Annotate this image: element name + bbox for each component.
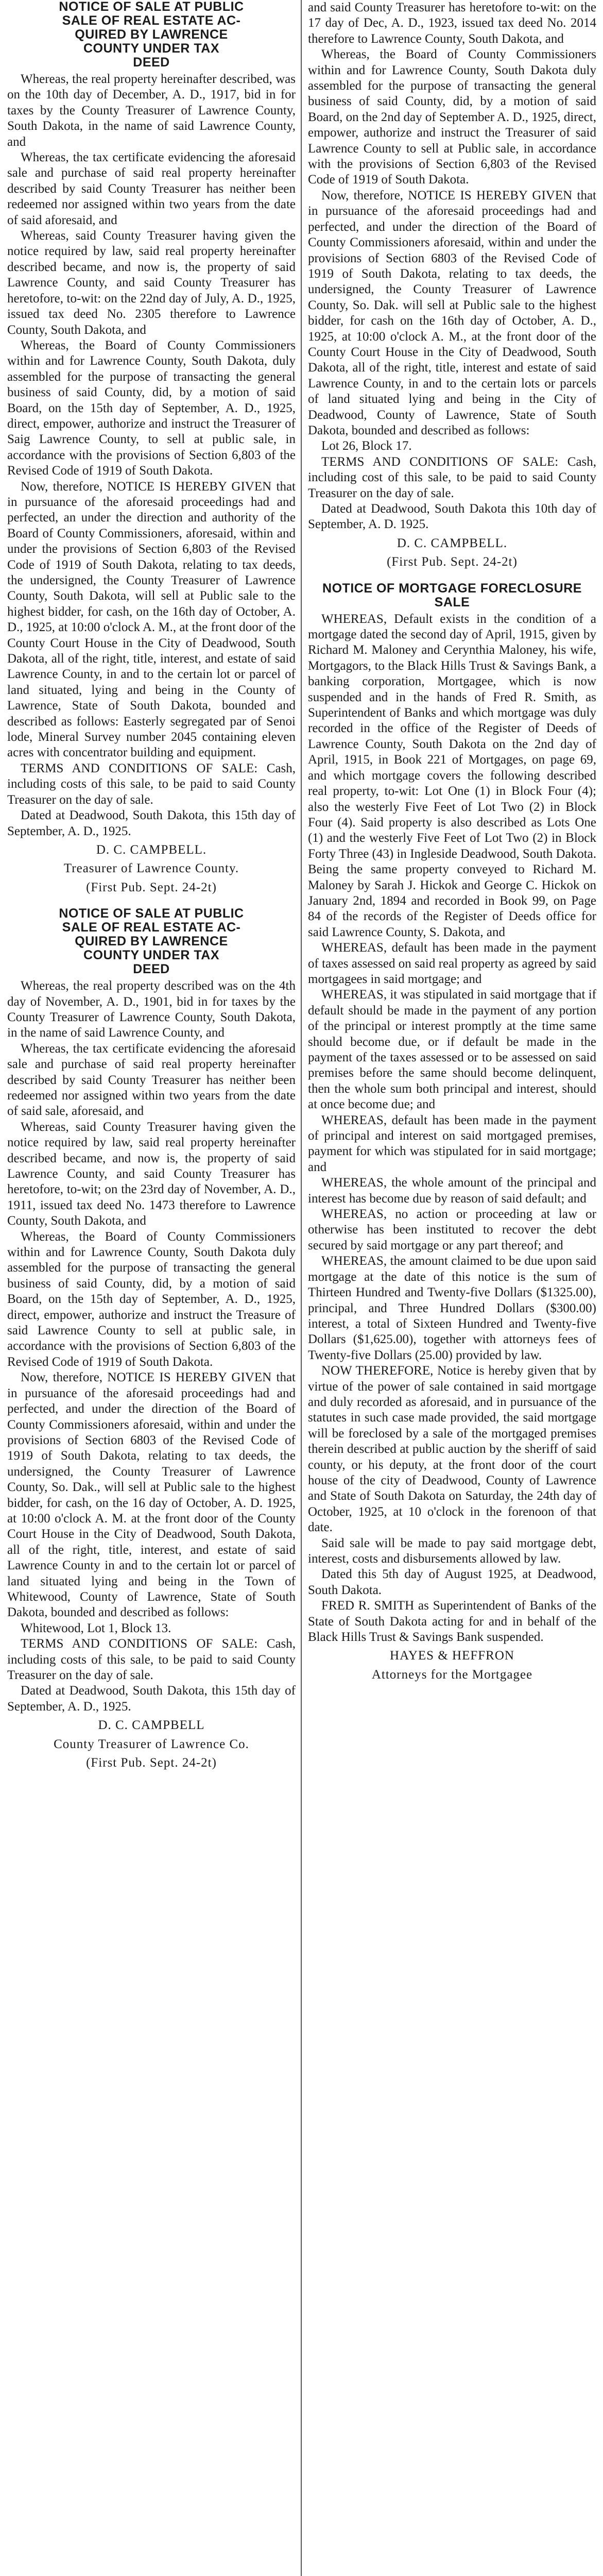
notice-paragraph: Whereas, said County Treasurer having given the notice required by law, said real property hereinafter described became, and now is, the property of said Lawrence County, and said County Treasurer has heretofore, to-wit: on the 22nd day of July, A. D., 1925, issued tax deed No. 2305 therefore to Lawrence County, South Dakota, and [7, 229, 296, 337]
notice-paragraph: Whereas, the tax certificate evidencing the aforesaid sale and purchase of said real property hereinafter described by said County Treasurer has neither been redeemed nor assigned within two years from the date of said aforesaid, and [7, 150, 296, 227]
tax-deed-notice-1 [7, 0, 296, 895]
signature-title: County Treasurer of Lawrence Co. [54, 1737, 249, 1751]
notice-paragraph: WHEREAS, default has been made in the payment of taxes assessed on said real property as agreed by said mortgagees in said mortgage; and [308, 941, 596, 986]
notice-paragraph: Whereas, the real property described was on the 4th day of November, A. D., 1901, bid in for taxes by the County Treasurer of Lawrence County, South Dakota, in the name of said Lawrence County, and [7, 979, 296, 1040]
attorneys-name: HAYES & HEFFRON [390, 1649, 514, 1663]
notice-paragraph: NOW THEREFORE, Notice is hereby given that by virtue of the power of sale contained in said mortgage and duly recorded as aforesaid, and in pursuance of the statutes in such case made provided, the said mortgage will be foreclosed by a sale of the mortgaged premises therein described at public auction by the sheriff of said county, or his deputy, at the front door of the court house of the city of Deadwood, County of Lawrence and State of South Dakota on Saturday, the 24th day of October, 1925, at 10 o'clock in the forenoon of that date. [308, 1364, 596, 1535]
notice-paragraph: Whereas, the Board of County Commissioners within and for Lawrence County, South Dakota duly assembled for the purpose of transacting the general business of said County, did, by a motion of said Board, on the 2nd day of September A. D., 1925, direct, empower, authorize and instruct the Treasurer of said Lawrence County to sell at Public sale, in accordance with the provisions of Section 6,803 of the Revised Code of 1919 of South Dakota. [308, 47, 596, 187]
publication-note: (First Pub. Sept. 24-2t) [387, 555, 518, 569]
notice-paragraph: WHEREAS, the whole amount of the principal and interest has become due by reason of said default; and [308, 1176, 596, 1206]
terms-section [7, 761, 296, 808]
notice-paragraph: Whereas, the Board of County Commissioners within and for Lawrence County, South Dakota duly assembled for the purpose of transacting the general business of said County, did, by a motion of said Board, on the 15th day of September, A. D., 1925, direct, empower, authorize and instruct the Treasure of said Lawrence County to sell at public sale, in accordance with the provisions of Section 6,803 of the Revised Code of 1919 of South Dakota. [7, 1229, 296, 1369]
publication-note: (First Pub. Sept. 24-2t) [86, 1756, 217, 1770]
terms-heading: TERMS AND CONDITIONS OF SALE: [321, 454, 559, 469]
continued-text: and said County Treasurer has heretofore to-wit: on the 17 day of Dec, A. D., 1923, issued tax deed No. 2014 therefore to Lawrence County, South Dakota, and [308, 1, 596, 46]
notice-paragraph: Whereas, the tax certificate evidencing the aforesaid sale and purchase of said real property hereinafter described by said County Treasurer has neither been redeemed nor assigned within two years from the date of said sale, aforesaid, and [7, 1041, 296, 1118]
notice-paragraph: Whereas, the real property hereinafter described, was on the 10th day of December, A. D., 1917, bid in for taxes by the County Treasurer of Lawrence County, South Dakota, in the name of said Lawrence County, and [7, 72, 296, 149]
notice-paragraph: Said sale will be made to pay said mortgage debt, interest, costs and disbursements allowed by law. [308, 1536, 596, 1566]
notice-title: NOTICE OF SALE AT PUBLIC SALE OF REAL ESTATE AC- QUIRED BY LAWRENCE COUNTY UNDER TAX DEED [59, 0, 244, 70]
notice-paragraph: WHEREAS, it was stipulated in said mortgage that if default should be made in the payment of any portion of the principal or interest promptly at the time same should become due, or if default be made in the payment of the taxes assessed or to be assessed on said premises before the same should become delinquent, then the whole sum both principal and interest, should at once become due; and [308, 988, 596, 1112]
terms-heading: TERMS AND CONDITIONS OF SALE: [21, 1637, 258, 1651]
property-description: Whitewood, Lot 1, Block 13. [21, 1621, 171, 1635]
notice-paragraph: WHEREAS, the amount claimed to be due upon said mortgage at the date of this notice is the sum of Thirteen Hundred and Twenty-five Dollars ($1325.00), principal, and Three Hundred Dollars ($300.00) interest, a total of Sixteen Hundred and Twenty-five Dollars ($1,625.00), together with attorneys fees of Twenty-five Dollars (25.00) provided by law. [308, 1254, 596, 1362]
dated-line: Dated this 5th day of August 1925, at Deadwood, South Dakota. [308, 1567, 596, 1597]
tax-deed-notice-2 [7, 907, 296, 1771]
dated-line: Dated at Deadwood, South Dakota, this 15th day of September, A. D., 1925. [7, 1684, 296, 1714]
signature: D. C. CAMPBELL [98, 1718, 205, 1733]
terms-heading: TERMS AND CONDITIONS OF SALE: [21, 761, 258, 775]
terms-text: Cash, including costs of this sale, to be paid to said County Treasurer on the day of sale. [7, 1637, 296, 1682]
terms-text: Cash, including cost of this sale, to be paid to said County Treasurer on the day of sale. [308, 454, 596, 500]
attorneys-title: Attorneys for the Mortgagee [371, 1667, 533, 1682]
signature-title: Treasurer of Lawrence County. [63, 861, 239, 876]
mortgage-foreclosure-notice [308, 582, 596, 1683]
column-divider [301, 0, 302, 2576]
notice-paragraph: Now, therefore, NOTICE IS HEREBY GIVEN that in pursuance of the aforesaid proceedings had and perfected, an under the direction and authority of the Board of County Commissioners, aforesaid, within and under the provisions of Section 6,803 of the Revised Code of 1919 of South Dakota, relating to tax deeds, the undersigned, the County Treasurer of Lawrence County, South Dakota, will sell at Public sale to the highest bidder, for cash, on the 16th day of October, A. D., 1925, at 10:00 o'clock A. M., at the front door of the County Court House in the City of Deadwood, South Dakota, all of the right, title, interest, and estate of said Lawrence County, in and to the certain lot or parcel of land situated, lying and being in the County of Lawrence, State of South Dakota, bounded and described as follows: Easterly segregated par of Senoi lode, Mineral Survey number 2045 containing eleven acres with concentrator building and equipment. [7, 479, 296, 760]
notice-paragraph: Now, therefore, NOTICE IS HEREBY GIVEN that in pursuance of the aforesaid proceedings had and perfected, and under the direction of the Board of County Commissioners aforesaid, within and under the provisions of Section 6803 of the Revised Code of 1919 of South Dakota, relating to tax deeds, the undersigned, the County Treasurer of Lawrence County, So. Dak. will sell at Public sale to the highest bidder, for cash on the 16th day of October, A. D., 1925, at 10:00 o'clock A. M., at the front door of the County Court House in the City of Deadwood, South Dakota, all of the right, title, interest and estate of said Lawrence County, in and to the certain lots or parcels of land situated lying and being in the City of Deadwood, County of Lawrence, State of South Dakota, bounded and described as follows: [308, 188, 596, 437]
left-column [7, 0, 296, 2576]
notice-paragraph: Whereas, the Board of County Commissioners within and for Lawrence County, South Dakota, duly assembled for the purpose of transacting the general business of said County, did, by a motion of said Board, on the 15th day of September, A. D., 1925, direct, empower, authorize and instruct the Treasurer of Saig Lawrence County, to sell at public sale, in accordance with the provisions of Section 6,803 of the Revised Code of 1919 of South Dakota. [7, 338, 296, 478]
terms-section [308, 454, 596, 501]
notice-paragraph: WHEREAS, Default exists in the condition of a mortgage dated the second day of April, 1915, given by Richard M. Maloney and Cerynthia Maloney, his wife, Mortgagors, to the Black Hills Trust & Savings Bank, a banking corporation, Mortgagee, which is now suspended and in the hands of Fred R. Smith, as Superintendent of Banks and which mortgage was duly recorded in the office of the Register of Deeds of Lawrence County, South Dakota on the 2nd day of April, 1915, in Book 221 of Mortgages, on page 69, and which mortgage covers the following described real property, to-wit: Lot One (1) in Block Four (4); also the westerly Five Feet of Lot Two (2) in Block Four (4). Said property is also described as Lots One (1) and the westerly Five Feet of Lot Two (2) in Block Forty Three (43) in Ingleside Deadwood, South Dakota. Being the same property conveyed to Richard M. Maloney by Sarah J. Hickok and George C. Hickok on January 2nd, 1894 and recorded in Book 99, on Page 84 of the records of the Register of Deeds office for said Lawrence County, S. Dakota, and [308, 612, 596, 939]
notice-paragraph: WHEREAS, default has been made in the payment of principal and interest on said mortgaged premises, payment for which was stipulated for in said mortgage; and [308, 1113, 596, 1174]
notice-title: NOTICE OF MORTGAGE FORECLOSURE SALE [322, 581, 582, 609]
notice-paragraph: WHEREAS, no action or proceeding at law or otherwise has been instituted to recover the debt secured by said mortgage or any part thereof; and [308, 1207, 596, 1252]
terms-text: Cash, including costs of this sale, to be paid to said County Treasurer on the day of sale. [7, 761, 296, 807]
publication-note: (First Pub. Sept. 24-2t) [86, 880, 217, 894]
right-column [308, 0, 596, 2576]
dated-line: Dated at Deadwood, South Dakota this 10th day of September, A. D. 1925. [308, 502, 596, 532]
signature: D. C. CAMPBELL. [397, 536, 508, 550]
property-description: Lot 26, Block 17. [321, 439, 412, 453]
tax-deed-notice-continued [308, 0, 596, 570]
signature: D. C. CAMPBELL. [96, 842, 207, 857]
terms-section [7, 1636, 296, 1683]
notice-paragraph: FRED R. SMITH as Superintendent of Banks of the State of South Dakota acting for and in behalf of the Black Hills Trust & Savings Bank suspended. [308, 1599, 596, 1645]
notice-title: NOTICE OF SALE AT PUBLIC SALE OF REAL ESTATE AC- QUIRED BY LAWRENCE COUNTY UNDER TAX DEED [59, 906, 244, 977]
notice-paragraph: Now, therefore, NOTICE IS HEREBY GIVEN that in pursuance of the aforesaid proceedings had and perfected, and under the direction of the Board of County Commissioners aforesaid, within and under the provisions of Section 6803 of the Revised Code of 1919 of South Dakota, relating to tax deeds, the undersigned, the County Treasurer of Lawrence County, So. Dak., will sell at Public sale to the highest bidder, for cash, on the 16 day of October, A. D. 1925, at 10:00 o'clock A. M. at the front door of the County Court House in the City of Deadwood, South Dakota, all of the right, title, interest, and estate of said Lawrence County in and to the certain lot or parcel of land situated lying and being in the Town of Whitewood, County of Lawrence, State of South Dakota, bounded and described as follows: [7, 1370, 296, 1620]
dated-line: Dated at Deadwood, South Dakota, this 15th day of September, A. D., 1925. [7, 808, 296, 838]
notice-paragraph: Whereas, said County Treasurer having given the notice required by law, said real property hereinafter described became, and now is, the property of said Lawrence County, and said County Treasurer has heretofore, to-wit; on the 23rd day of November, A. D., 1911, issued tax deed No. 1473 therefore to Lawrence County, South Dakota, and [7, 1120, 296, 1228]
